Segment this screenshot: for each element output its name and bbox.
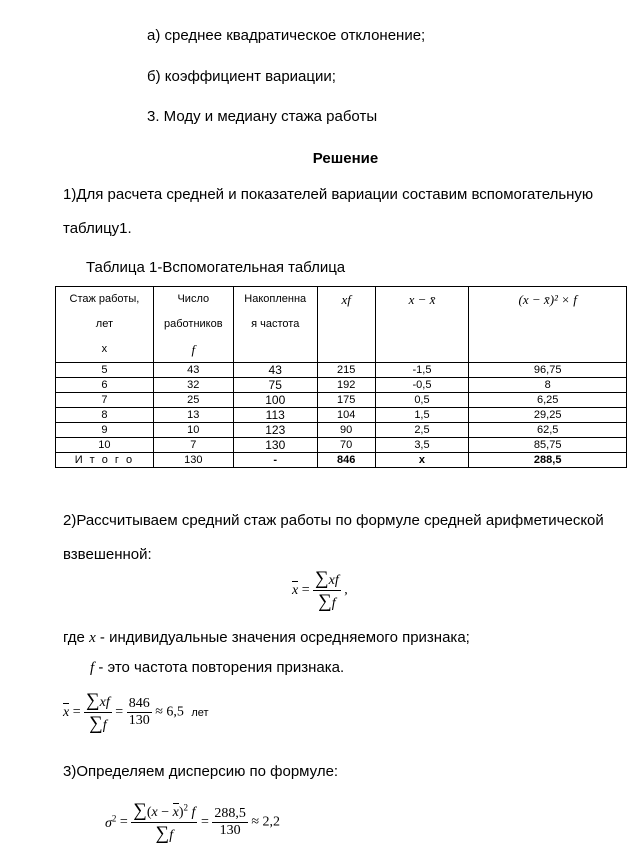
mean-calculation: x = $\frac{\sum xf}{\sum f}$ = $\frac{846}{130}$ ≈ 6,5 лет: [63, 690, 209, 734]
step1-line1: 1)Для расчета средней и показателей вариации составим вспомогательную: [63, 186, 594, 203]
header-xf: xf: [317, 287, 375, 363]
header-workers: Число работников f: [153, 287, 233, 363]
table-row: 8 13 113 104 1,5 29,25: [56, 408, 627, 423]
table-row: 7 25 100 175 0,5 6,25: [56, 393, 627, 408]
table-total-row: И т о г о 130 - 846 х 288,5: [56, 453, 627, 468]
table-row: 5 43 43 215 -1,5 96,75: [56, 363, 627, 378]
variance-calculation: $\sigma^2$ = $\frac{\sum(x - x)^2 f}{\sum f}$ = $\frac{288,5}{130}$ ≈ 2,2: [105, 800, 281, 844]
item-b: б) коэффициент вариации;: [147, 68, 336, 85]
header-deviation: x − x̄: [375, 287, 469, 363]
step3-line1: 3)Определяем дисперсию по формуле:: [63, 763, 339, 780]
item-a: а) среднее квадратическое отклонение;: [147, 27, 426, 44]
table-caption: Таблица 1-Вспомогательная таблица: [86, 259, 346, 276]
step2-line2: взвешенной:: [63, 546, 152, 563]
step1-line2: таблицу1.: [63, 220, 132, 237]
where-line: где x - индивидуальные значения осредняемого признака;: [63, 629, 470, 646]
table-row: 6 32 75 192 -0,5 8: [56, 378, 627, 393]
table-header-row: [56, 287, 627, 363]
mean-formula: x = $\frac{\sum xf}{\sum f}$ ,: [292, 568, 348, 612]
table-row: 10 7 130 70 3,5 85,75: [56, 438, 627, 453]
auxiliary-table: [55, 286, 627, 468]
header-cumulative: Накопленна я частота: [233, 287, 317, 363]
table-row: 9 10 123 90 2,5 62,5: [56, 423, 627, 438]
f-line: f - это частота повторения признака.: [90, 659, 345, 676]
header-experience: Стаж работы, лет x: [56, 287, 154, 363]
solution-heading: Решение: [312, 150, 379, 167]
item-3: 3. Моду и медиану стажа работы: [147, 108, 378, 125]
step2-line1: 2)Рассчитываем средний стаж работы по формуле средней арифметической: [63, 512, 604, 529]
header-squared-deviation: (x − x̄)² × f: [469, 287, 627, 363]
